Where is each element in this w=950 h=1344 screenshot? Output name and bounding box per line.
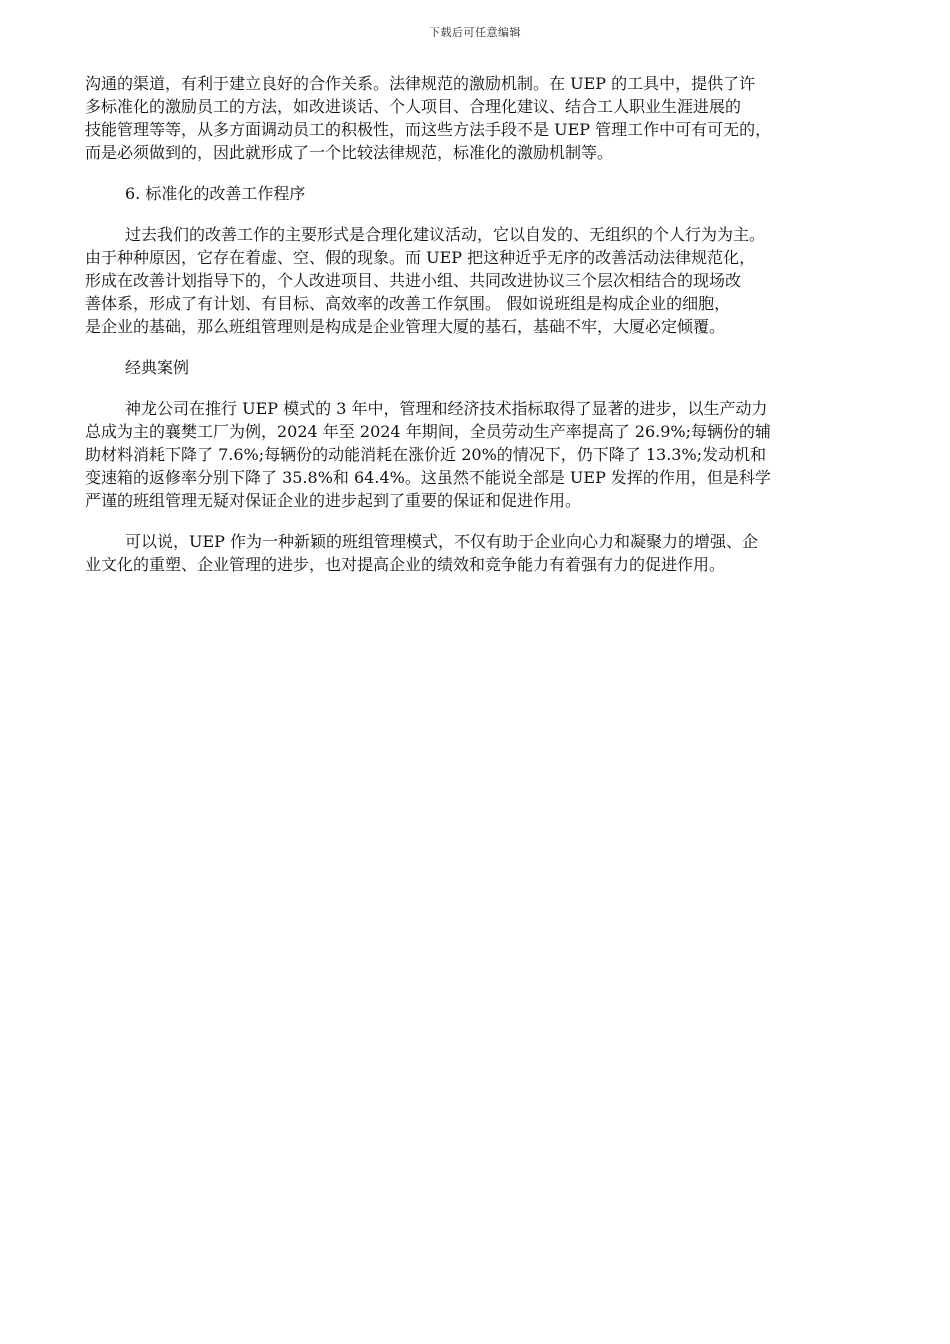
paragraph-case: [85, 397, 875, 512]
document-body: [85, 72, 875, 594]
page-header-note: 下载后可任意编辑: [429, 26, 521, 39]
paragraph-conclusion: [85, 530, 875, 576]
text-line: 业文化的重塑、企业管理的进步，也对提高企业的绩效和竞争能力有着强有力的促进作用。: [85, 555, 726, 574]
text-line: 善体系，形成了有计划、有目标、高效率的改善工作氛围。 假如说班组是构成企业的细胞，: [85, 294, 731, 313]
text-line: 变速箱的返修率分别下降了 35.8%和 64.4%。这虽然不能说全部是 UEP 发挥的作用，但是科学: [85, 468, 771, 487]
paragraph-incentive: [85, 72, 875, 164]
text-line: 多标准化的激励员工的方法，如改进谈话、个人项目、合理化建议、结合工人职业生涯进展的: [85, 97, 742, 116]
text-line: 技能管理等等，从多方面调动员工的积极性，而这些方法手段不是 UEP 管理工作中可有可无的，: [85, 120, 772, 139]
text-line: 沟通的渠道，有利于建立良好的合作关系。法律规范的激励机制。在 UEP 的工具中，提供了许: [85, 74, 756, 93]
text-line: 而是必须做到的，因此就形成了一个比较法律规范，标准化的激励机制等。: [85, 143, 614, 162]
text-line: 总成为主的襄樊工厂为例，2024 年至 2024 年期间，全员劳动生产率提高了 26.9%;每辆份的辅: [85, 422, 772, 441]
paragraph-improvement: [85, 223, 875, 338]
text-line: 过去我们的改善工作的主要形式是合理化建议活动，它以自发的、无组织的个人行为为主。: [125, 225, 766, 244]
text-line: 助材料消耗下降了 7.6%;每辆份的动能消耗在涨价近 20%的情况下，仍下降了 13.3%;发动机和: [85, 445, 767, 464]
text-line: 由于种种原因，它存在着虚、空、假的现象。而 UEP 把这种近乎无序的改善活动法律规范化，: [85, 248, 756, 267]
section-heading-6: 6. 标准化的改善工作程序: [125, 184, 306, 203]
text-line: 严谨的班组管理无疑对保证企业的进步起到了重要的保证和促进作用。: [85, 491, 582, 510]
text-line: 神龙公司在推行 UEP 模式的 3 年中，管理和经济技术指标取得了显著的进步，以生产动力: [125, 399, 768, 418]
section-heading-case: 经典案例: [125, 358, 190, 377]
text-line: 是企业的基础，那么班组管理则是构成是企业管理大厦的基石，基础不牢，大厦必定倾覆。: [85, 317, 726, 336]
text-line: 可以说，UEP 作为一种新颖的班组管理模式，不仅有助于企业向心力和凝聚力的增强、企: [125, 532, 759, 551]
text-line: 形成在改善计划指导下的，个人改进项目、共进小组、共同改进协议三个层次相结合的现场改: [85, 271, 742, 290]
